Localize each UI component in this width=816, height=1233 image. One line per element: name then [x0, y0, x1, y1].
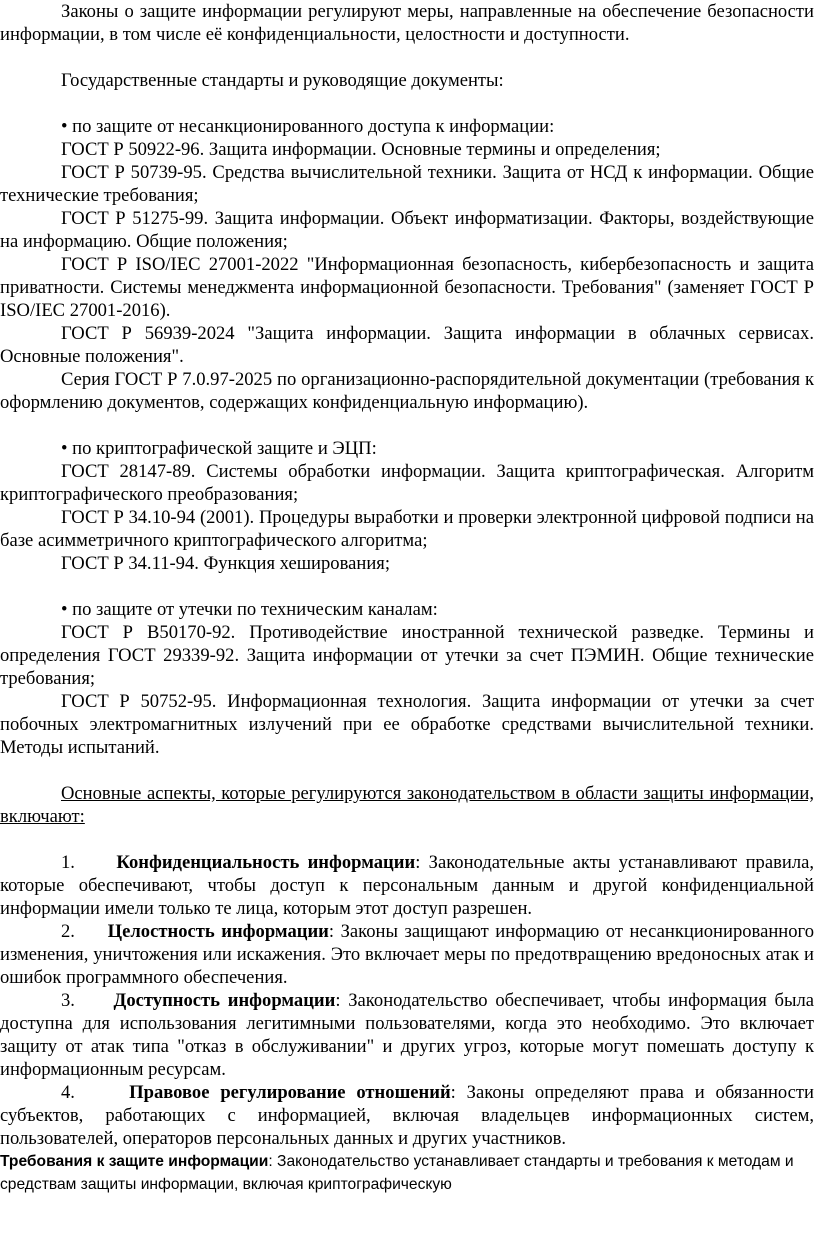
aspect-term: Правовое регулирование отношений: [129, 1082, 451, 1103]
spacer: [0, 414, 814, 437]
standard-item: ГОСТ Р 50739-95. Средства вычислительной техники. Защита от НСД к информации. Общие технические требования;: [0, 162, 814, 206]
group-title-leakage: • по защите от утечки по техническим каналам:: [61, 599, 438, 620]
intro-paragraph: Законы о защите информации регулируют меры, направленные на обеспечение безопасности информации, в том числе её конфиденциальности, целостности и доступности.: [0, 1, 814, 45]
aspect-number: 2.: [61, 921, 75, 942]
aspect-text: : Законы защищают информацию от несанкционированного изменения, уничтожения или искажения. Это включает меры по предотвращению вредоносных атак и ошибок программного обеспечения.: [0, 921, 814, 988]
group-title-crypto: • по криптографической защите и ЭЦП:: [61, 438, 377, 459]
standard-item: ГОСТ Р 34.10-94 (2001). Процедуры выработки и проверки электронной цифровой подписи на базе асимметричного криптографического алгоритма;: [0, 507, 814, 551]
standards-heading: Государственные стандарты и руководящие документы:: [61, 70, 504, 91]
aspect-item: [0, 920, 814, 989]
standard-item: ГОСТ Р ISO/IEC 27001-2022 "Информационная безопасность, кибербезопасность и защита приватности. Системы менеджмента информационной безопасности. Требования" (заменяет ГОСТ Р ISO/IEC 27001-2016).: [0, 254, 814, 321]
aspect-term: Доступность информации: [113, 990, 336, 1011]
group-title-nsd: • по защите от несанкционированного доступа к информации:: [61, 116, 555, 137]
requirements-paragraph: [0, 1150, 814, 1196]
spacer: [0, 575, 814, 598]
spacer: [0, 46, 814, 69]
aspect-text: : Законы определяют права и обязанности субъектов, работающих с информацией, включая владельцев информационных систем, пользователей, операторов персональных данных и других участников.: [0, 1082, 814, 1149]
aspect-text: : Законодательные акты устанавливают правила, которые обеспечивают, чтобы доступ к персональным данным и другой конфиденциальной информации имели только те лица, которым этот доступ разрешен.: [0, 852, 814, 919]
aspect-term: Конфиденциальность информации: [116, 852, 416, 873]
standard-item: ГОСТ Р 34.11-94. Функция хеширования;: [61, 553, 390, 574]
aspect-number: 4.: [61, 1082, 75, 1103]
requirements-text: : Законодательство устанавливает стандарты и требования к методам и средствам защиты информации, включая криптографическую: [0, 1153, 794, 1193]
standard-item: ГОСТ Р 51275-99. Защита информации. Объект информатизации. Факторы, воздействующие на информацию. Общие положения;: [0, 208, 814, 252]
aspects-heading: Основные аспекты, которые регулируются законодательством в области защиты информации, включают:: [0, 783, 814, 827]
aspect-item: [0, 1081, 814, 1150]
requirements-term: Требования к защите информации: [0, 1153, 269, 1170]
standard-item: ГОСТ 28147-89. Системы обработки информации. Защита криптографическая. Алгоритм криптографического преобразования;: [0, 461, 814, 505]
standard-item: ГОСТ Р 50752-95. Информационная технология. Защита информации от утечки за счет побочных электромагнитных излучений при ее обработке средствами вычислительной техники. Методы испытаний.: [0, 691, 814, 758]
aspect-item: [0, 851, 814, 920]
standard-item: ГОСТ Р 56939-2024 "Защита информации. Защита информации в облачных сервисах. Основные положения".: [0, 323, 814, 367]
aspect-text: : Законодательство обеспечивает, чтобы информация была доступна для использования легитимными пользователями, когда это необходимо. Это включает защиту от атак типа "отказ в обслуживании" и других угроз, которые могут помешать доступу к информационным ресурсам.: [0, 990, 814, 1080]
aspect-number: 3.: [61, 990, 75, 1011]
standard-item: ГОСТ Р 50922-96. Защита информации. Основные термины и определения;: [61, 139, 661, 160]
standard-item: Серия ГОСТ Р 7.0.97-2025 по организационно-распорядительной документации (требования к оформлению документов, содержащих конфиденциальную информацию).: [0, 369, 814, 413]
aspect-item: [0, 989, 814, 1081]
standard-item: ГОСТ Р В50170-92. Противодействие иностранной технической разведке. Термины и определения ГОСТ 29339-92. Защита информации от утечки за счет ПЭМИН. Общие технические требования;: [0, 622, 814, 689]
aspect-number: 1.: [61, 852, 75, 873]
spacer: [0, 92, 814, 115]
aspect-term: Целостность информации: [107, 921, 329, 942]
spacer: [0, 828, 814, 851]
spacer: [0, 759, 814, 782]
